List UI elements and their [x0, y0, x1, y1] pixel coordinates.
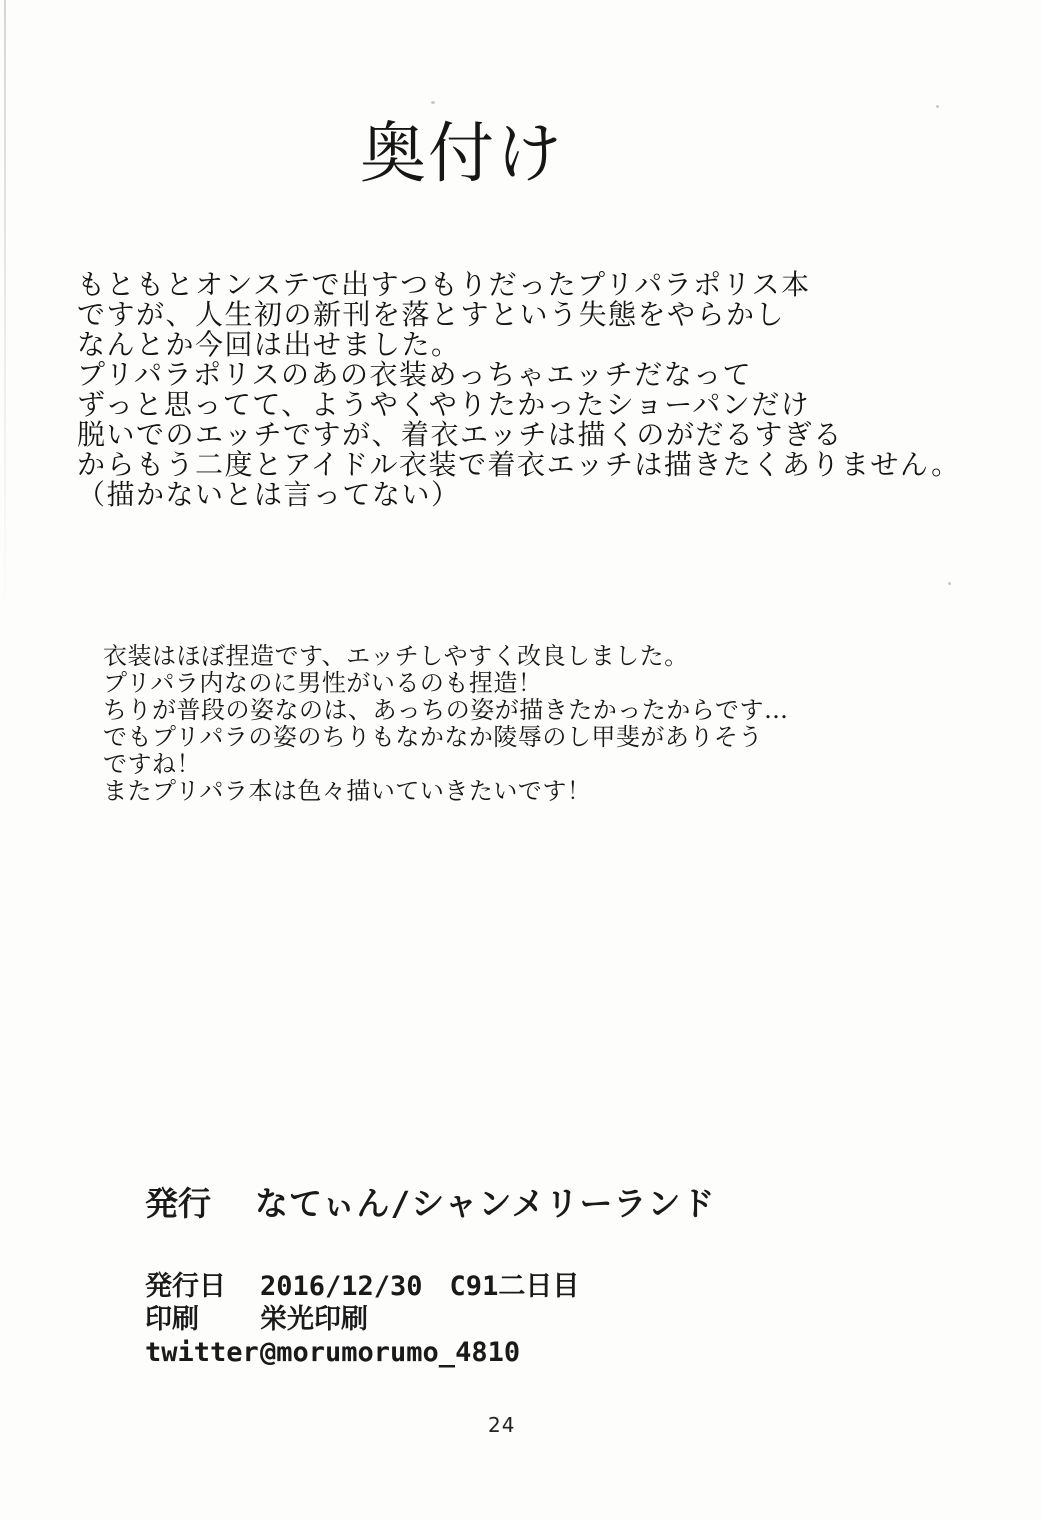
afterword-line: （描かないとは言ってない） [77, 478, 461, 511]
afterword-line: プリパラポリスのあの衣装めっちゃエッチだなって [77, 358, 753, 391]
colophon-details [145, 1270, 579, 1369]
scan-speck [936, 105, 939, 108]
page-title: 奥付け [360, 115, 564, 192]
twitter-label: twitter [145, 1337, 259, 1368]
publish-date-value: 2016/12/30 C91二日目 [260, 1271, 580, 1302]
notes-line: でもプリパラの姿のちりもなかなか陵辱のし甲斐がありそう [103, 723, 763, 751]
publisher-value: なてぃん/シャンメリーランド [255, 1184, 716, 1223]
printer-value: 栄光印刷 [260, 1304, 368, 1335]
notes-line: プリパラ内なのに男性がいるのも捏造！ [103, 669, 543, 697]
afterword-line: 脱いでのエッチですが、着衣エッチは描くのがだるすぎる [77, 418, 843, 451]
scan-speck [948, 582, 951, 585]
afterword-line: からもう二度とアイドル衣装で着衣エッチは描きたくありません。 [77, 448, 961, 481]
scan-speck [431, 101, 435, 104]
publish-date-label: 発行日 [145, 1271, 226, 1302]
colophon-row-printer [145, 1303, 579, 1336]
page-number: 24 [488, 1413, 516, 1437]
notes-line: 衣装はほぼ捏造です、エッチしやすく改良しました。 [103, 642, 689, 670]
colophon-row-twitter [145, 1336, 579, 1369]
twitter-handle: @morumorumo_4810 [260, 1337, 521, 1368]
printer-label: 印刷 [145, 1304, 199, 1335]
notes-line: またプリパラ本は色々描いていきたいです！ [103, 777, 592, 805]
afterword-line: ずっと思ってて、ようやくやりたかったショーパンだけ [77, 388, 811, 421]
colophon-row-publish-date [145, 1270, 579, 1303]
afterword-line: もともとオンステで出すつもりだったプリパラポリス本 [77, 268, 811, 301]
publisher-line [145, 1186, 716, 1222]
notes-line: ですね！ [103, 750, 201, 778]
publisher-label: 発行 [145, 1184, 211, 1223]
afterword-line: なんとか今回は出せました。 [77, 328, 461, 361]
afterword-line: ですが、人生初の新刊を落とすという失態をやらかし [77, 298, 786, 331]
notes-line: ちりが普段の姿なのは、あっちの姿が描きたかったからです… [103, 696, 789, 724]
afterword-paragraph [77, 270, 961, 510]
notes-paragraph [103, 643, 789, 805]
scan-edge-artifact [4, 0, 6, 620]
